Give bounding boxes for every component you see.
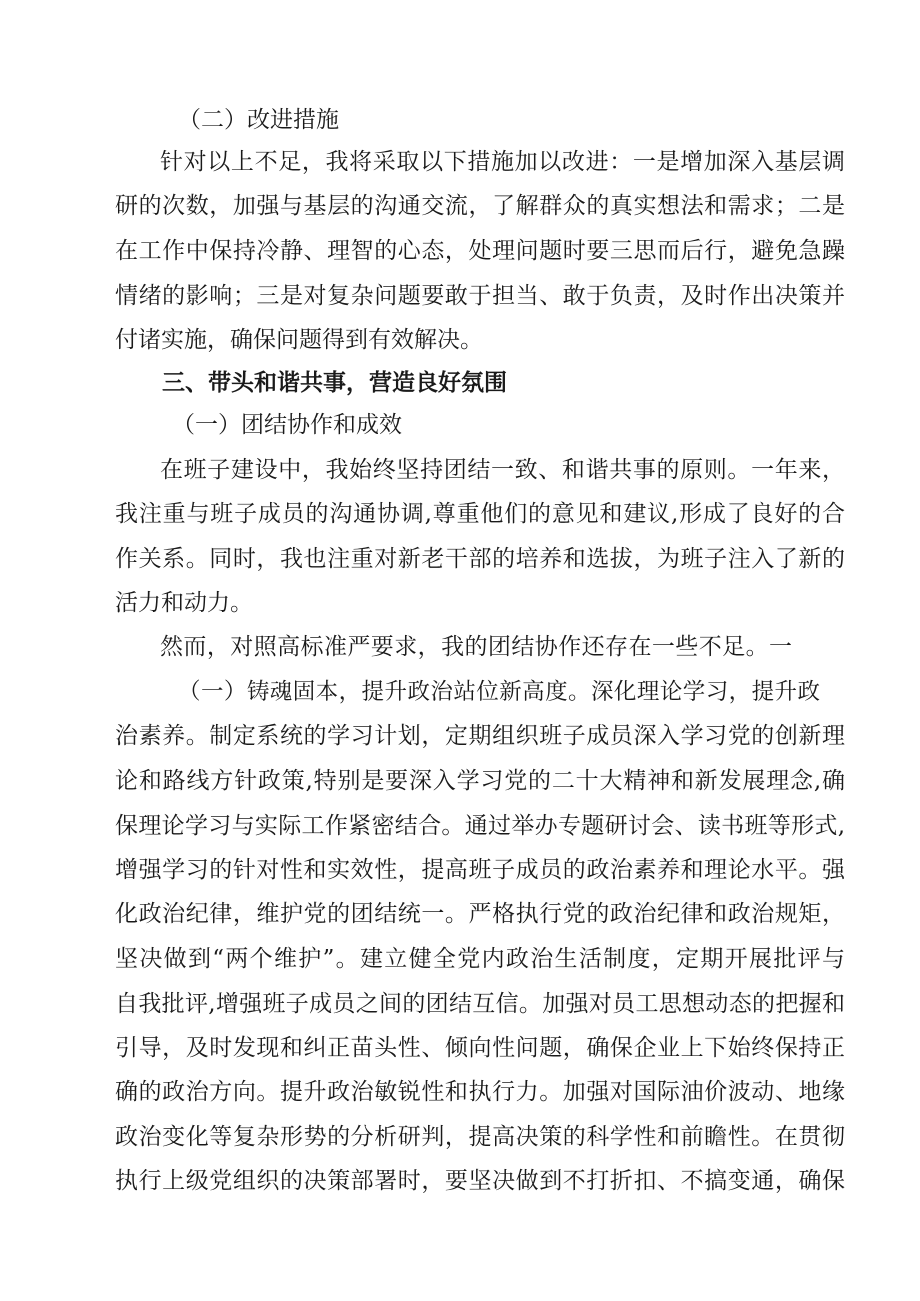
paragraph-line: 活力和动力。	[115, 590, 253, 616]
paragraph-line: 我注重与班子成员的沟通协调,尊重他们的意见和建议,形成了良好的合	[115, 501, 845, 527]
paragraph-line: 引导，及时发现和纠正苗头性、倾向性问题，确保企业上下始终保持正	[115, 1035, 845, 1061]
paragraph-line: 坚决做到“两个维护”。建立健全党内政治生活制度，定期开展批评与	[115, 946, 845, 972]
section-heading-improvement-measures: （二）改进措施	[178, 107, 339, 133]
part-heading-harmonious-cooperation: 三、带头和谐共事，营造良好氛围	[162, 370, 507, 396]
paragraph-line: 然而，对照高标准严要求，我的团结协作还存在一些不足。一	[160, 634, 792, 660]
paragraph-line: 情绪的影响；三是对复杂问题要敢于担当、敢于负责，及时作出决策并	[115, 283, 845, 309]
paragraph-line: 政治变化等复杂形势的分析研判，提高决策的科学性和前瞻性。在贯彻	[115, 1124, 845, 1150]
paragraph-line: 治素养。制定系统的学习计划，定期组织班子成员深入学习党的创新理	[115, 723, 845, 749]
paragraph-line: （一）铸魂固本，提升政治站位新高度。深化理论学习，提升政	[178, 679, 820, 705]
paragraph-line: 增强学习的针对性和实效性，提高班子成员的政治素养和理论水平。强	[115, 857, 845, 883]
paragraph-line: 研的次数，加强与基层的沟通交流，了解群众的真实想法和需求；二是	[115, 193, 845, 219]
sub-heading-teamwork-results: （一）团结协作和成效	[172, 412, 402, 438]
paragraph-line: 付诸实施，确保问题得到有效解决。	[115, 327, 483, 353]
paragraph-line: 保理论学习与实际工作紧密结合。通过举办专题研讨会、读书班等形式,	[115, 813, 845, 839]
paragraph-line: 确的政治方向。提升政治敏锐性和执行力。加强对国际油价波动、地缘	[115, 1079, 845, 1105]
paragraph-line: 在工作中保持冷静、理智的心态，处理问题时要三思而后行，避免急躁	[115, 238, 845, 264]
paragraph-line: 针对以上不足，我将采取以下措施加以改进：一是增加深入基层调	[160, 149, 845, 175]
paragraph-line: 作关系。同时，我也注重对新老干部的培养和选拔，为班子注入了新的	[115, 546, 845, 572]
paragraph-line: 论和路线方针政策,特别是要深入学习党的二十大精神和新发展理念,确	[115, 768, 845, 794]
paragraph-line: 执行上级党组织的决策部署时，要坚决做到不打折扣、不搞变通，确保	[115, 1168, 845, 1194]
paragraph-line: 化政治纪律，维护党的团结统一。严格执行党的政治纪律和政治规矩，	[115, 901, 845, 927]
paragraph-line: 自我批评,增强班子成员之间的团结互信。加强对员工思想动态的把握和	[115, 991, 845, 1017]
paragraph-line: 在班子建设中，我始终坚持团结一致、和谐共事的原则。一年来，	[160, 457, 845, 483]
